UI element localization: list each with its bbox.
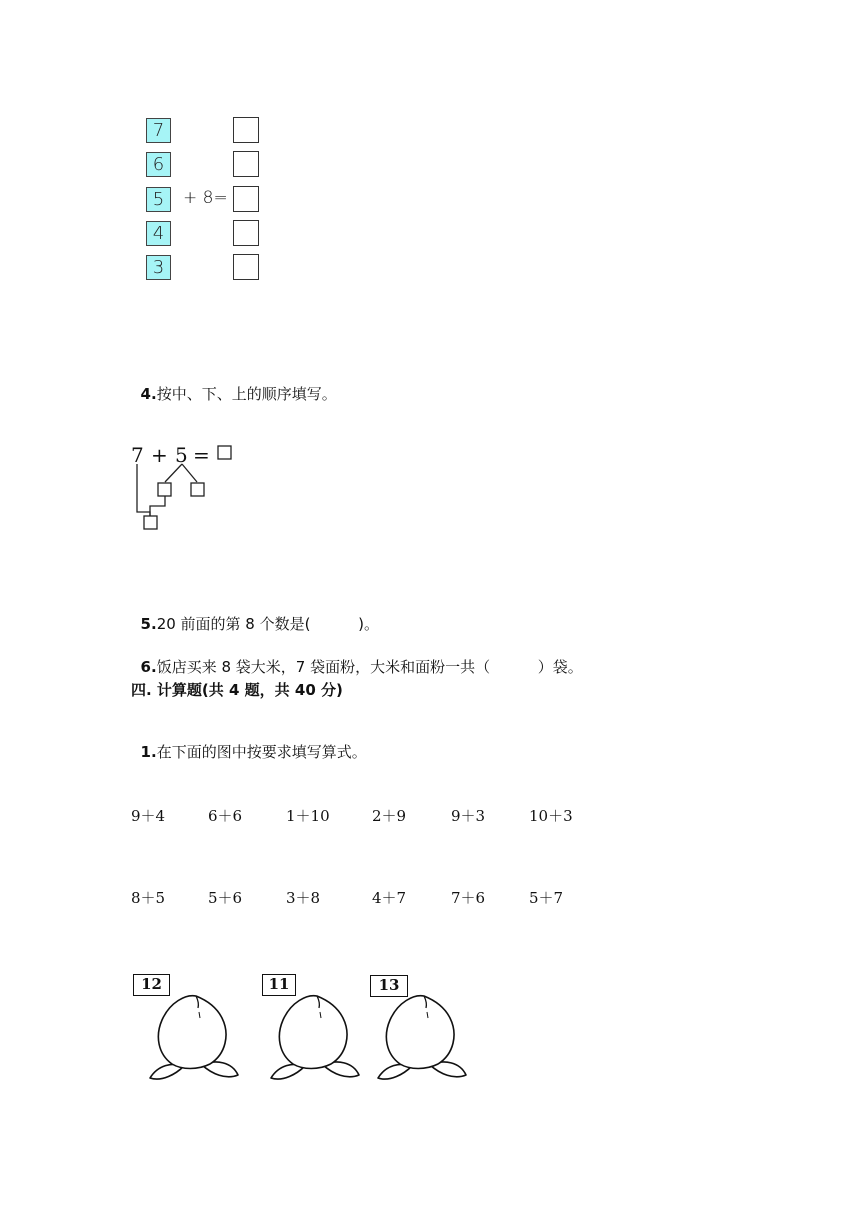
expression-item: 10＋3 (529, 807, 573, 825)
answer-box[interactable] (233, 220, 259, 246)
figure-number-a: 7 (131, 443, 144, 467)
result-box[interactable] (218, 446, 231, 459)
expression-item: 9＋3 (451, 807, 486, 825)
question-text: 按中、下、上的顺序填写。 (156, 385, 337, 403)
answer-box[interactable] (233, 117, 259, 143)
figure-number-b: 5 (175, 443, 188, 467)
expression-item: 6＋6 (208, 807, 243, 825)
question-number: 6. (140, 658, 157, 676)
answer-box[interactable] (233, 151, 259, 177)
peach-icon (261, 990, 361, 1090)
split-box-left[interactable] (158, 483, 171, 496)
addend-box: 5 (146, 187, 171, 212)
peach-number-tag: 12 (133, 974, 170, 996)
question-4 (131, 364, 337, 404)
expression-item: 9＋4 (131, 807, 166, 825)
peach-icon (140, 990, 240, 1090)
question-number: 5. (140, 615, 157, 633)
decomposition-lines (120, 440, 240, 535)
expression-item: 2＋9 (372, 807, 407, 825)
expression-item: 5＋6 (208, 889, 243, 907)
section-heading: 四. 计算题(共 4 题，共 40 分) (131, 681, 343, 699)
addend-box: 3 (146, 255, 171, 280)
addend-box: 6 (146, 152, 171, 177)
split-box-right[interactable] (191, 483, 204, 496)
peach-icon (368, 990, 468, 1090)
expression-item: 3＋8 (286, 889, 321, 907)
figure-plus: + (151, 443, 168, 467)
question-5 (131, 594, 379, 634)
answer-box[interactable] (233, 254, 259, 280)
expression-item: 7＋6 (451, 889, 486, 907)
question-number: 4. (140, 385, 157, 403)
plus-eight-operator: + 8= (183, 188, 228, 208)
peach-number-tag: 11 (262, 974, 296, 996)
question-text: 在下面的图中按要求填写算式。 (156, 743, 367, 761)
question-6 (131, 637, 583, 677)
expression-item: 5＋7 (529, 889, 564, 907)
addend-box: 7 (146, 118, 171, 143)
calc-question-1 (131, 722, 367, 762)
expression-item: 1＋10 (286, 807, 330, 825)
peach-number-tag: 13 (370, 975, 408, 997)
question-text: 饭店买来 8 袋大米，7 袋面粉，大米和面粉一共（ ）袋。 (156, 658, 583, 676)
expression-item: 4＋7 (372, 889, 407, 907)
answer-box[interactable] (233, 186, 259, 212)
figure-equals: = (193, 443, 210, 467)
bottom-box[interactable] (144, 516, 157, 529)
question-number: 1. (140, 743, 157, 761)
addend-box: 4 (146, 221, 171, 246)
expression-item: 8＋5 (131, 889, 166, 907)
question-text: 20 前面的第 8 个数是( )。 (156, 615, 380, 633)
